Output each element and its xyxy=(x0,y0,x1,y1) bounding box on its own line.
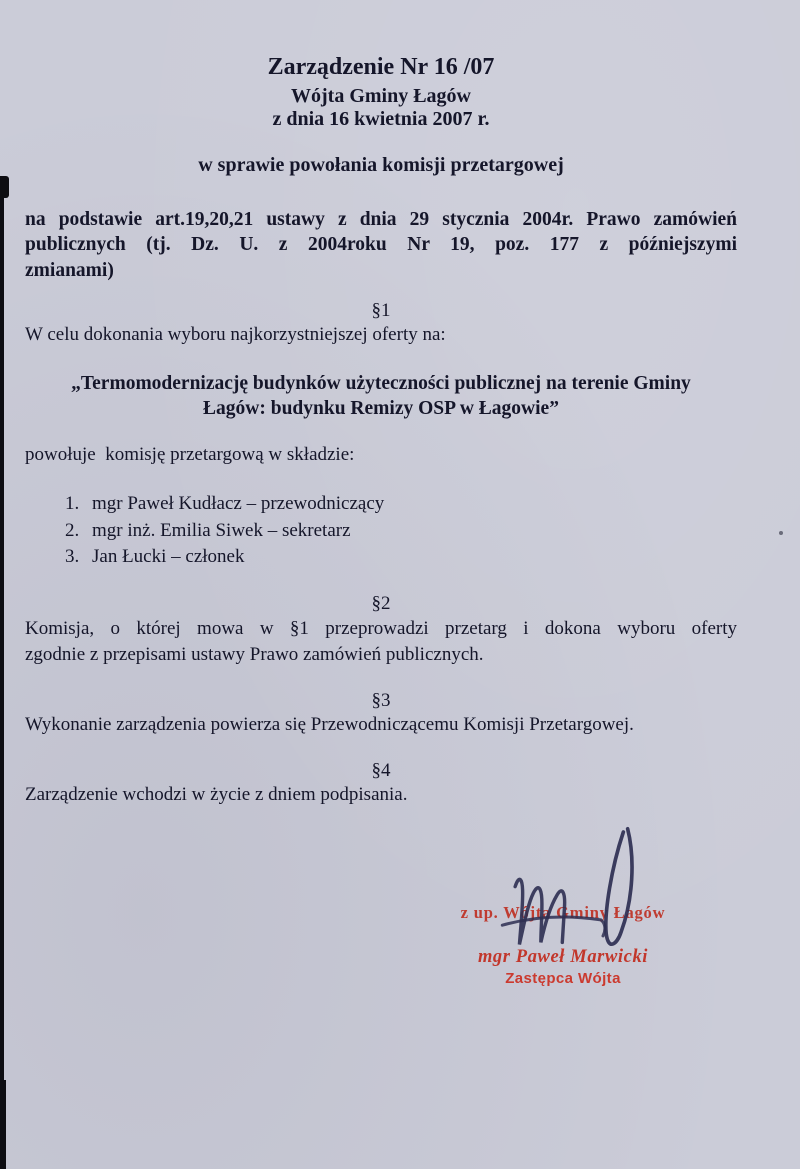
list-item xyxy=(65,518,737,545)
scan-edge-artifact xyxy=(0,1080,6,1169)
section-1-mark: §1 xyxy=(371,300,391,322)
member-number: 2. xyxy=(65,519,80,541)
section-2-line-2: zgodnie z przepisami ustawy Prawo zamówień publicznych. xyxy=(25,643,484,665)
legal-basis-line-1: na podstawie art.19,20,21 ustawy z dnia 29 stycznia 2004r. Prawo zamówień xyxy=(25,208,737,230)
quote-line-2: Łagów: budynku Remizy OSP w Łagowie” xyxy=(203,398,559,420)
committee-members-list xyxy=(25,491,737,571)
section-2-mark: §2 xyxy=(371,592,391,614)
tender-subject-quote xyxy=(25,371,737,421)
section-2-paragraph xyxy=(25,616,737,668)
section-4-mark: §4 xyxy=(371,759,391,781)
list-item xyxy=(65,491,737,518)
document-header xyxy=(25,54,737,131)
document-content xyxy=(25,0,737,807)
section-1-intro: W celu dokonania wyboru najkorzystniejszej oferty na: xyxy=(25,324,446,346)
signer-title: Zastępca Wójta xyxy=(505,970,621,987)
member-number: 1. xyxy=(65,493,80,515)
member-text: mgr inż. Emilia Siwek – sekretarz xyxy=(92,519,351,541)
section-2-line-1: Komisja, o której mowa w §1 przeprowadzi przetarg i dokona wyboru oferty xyxy=(25,617,737,639)
handwritten-signature xyxy=(498,822,648,962)
member-text: Jan Łucki – członek xyxy=(92,546,245,568)
scan-edge-artifact xyxy=(0,176,4,1169)
legal-basis-paragraph xyxy=(25,207,737,284)
document-title: Zarządzenie Nr 16 /07 xyxy=(267,54,495,80)
list-item xyxy=(65,544,737,571)
section-4-text: Zarządzenie wchodzi w życie z dniem podpisania. xyxy=(25,783,408,805)
legal-basis-line-2: publicznych (tj. Dz. U. z 2004roku Nr 19, poz. 177 z późniejszymi xyxy=(25,234,737,256)
member-number: 3. xyxy=(65,546,80,568)
document-subject: w sprawie powołania komisji przetargowej xyxy=(198,153,564,176)
appoint-committee-line: powołuje komisję przetargową w składzie: xyxy=(25,444,355,466)
document-subtitle-issuer: Wójta Gminy Łagów xyxy=(291,84,471,107)
section-3-mark: §3 xyxy=(371,689,391,711)
member-text: mgr Paweł Kudłacz – przewodniczący xyxy=(92,493,385,515)
signer-name: mgr Paweł Marwicki xyxy=(477,947,649,967)
document-subtitle-date: z dnia 16 kwietnia 2007 r. xyxy=(272,107,490,130)
signature-block xyxy=(420,820,710,1010)
quote-line-1: „Termomodernizację budynków użyteczności publicznej na terenie Gminy xyxy=(71,373,691,395)
scan-speck-artifact xyxy=(779,531,783,535)
section-3-text: Wykonanie zarządzenia powierza się Przewodniczącemu Komisji Przetargowej. xyxy=(25,713,634,735)
stamp-authorization-line: z up. Wójta Gminy Łagów xyxy=(460,903,666,922)
legal-basis-line-3: zmianami) xyxy=(25,259,114,281)
